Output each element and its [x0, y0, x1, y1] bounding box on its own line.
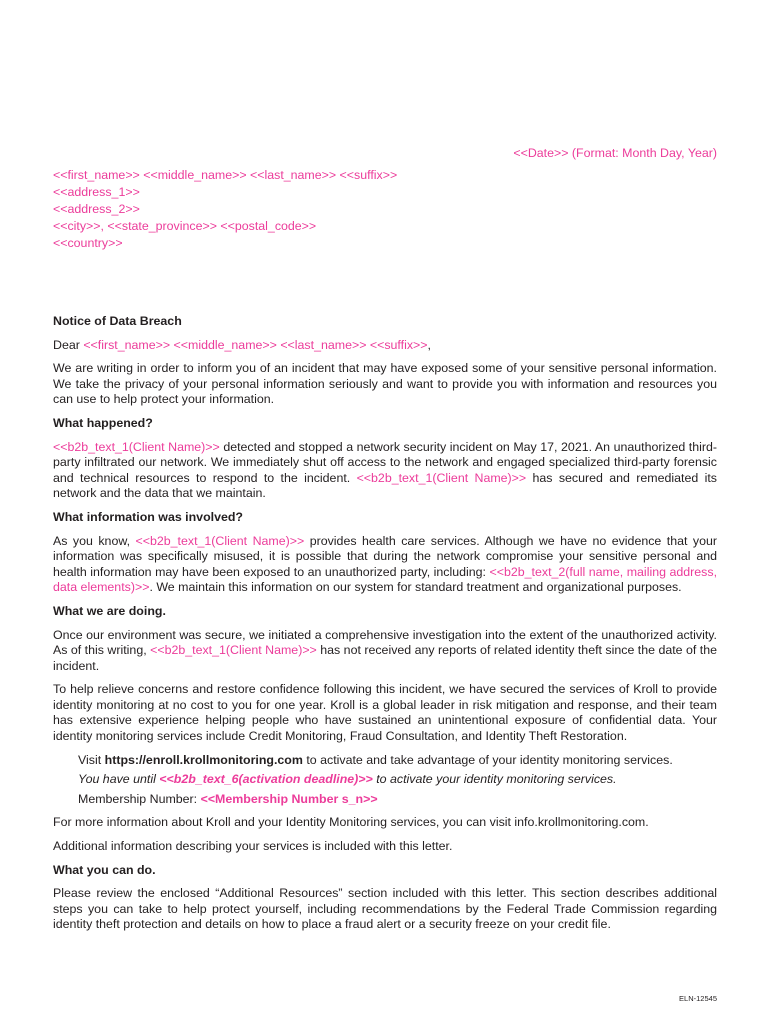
salutation [53, 338, 717, 354]
what-involved-paragraph [53, 534, 717, 596]
investigation-text-2: has not received any reports of related identity theft since the date of the incident. [53, 643, 718, 673]
client-name-placeholder: <<b2b_text_1(Client Name)>> [135, 533, 305, 548]
what-you-can-do-heading: What you can do. [53, 862, 156, 877]
visit-prefix: Visit [78, 752, 105, 767]
deadline-line [53, 772, 717, 788]
involved-text-1: As you know, [53, 533, 136, 548]
visit-suffix: to activate and take advantage of your identity monitoring services. [302, 752, 673, 767]
document-code: ELN-12545 [679, 994, 717, 1003]
deadline-prefix: You have until [78, 772, 160, 787]
visit-line [53, 753, 717, 769]
membership-number-placeholder: <<Membership Number s_n>> [200, 791, 378, 806]
investigation-text-1: Once our environment was secure, we initiated a comprehensive investigation into the extent of the unauthorized activity. As of this writing, [53, 627, 717, 658]
happened-text-1: detected and stopped a network security incident on May 17, 2021. An unauthorized third-party infiltrated our network. We immediately shut off access to the network and engaged specialized third-party forensic and technical resources to respond to the incident. [53, 439, 717, 485]
data-elements-placeholder: <<b2b_text_2(full name, mailing address, data elements)>> [53, 564, 718, 595]
address-line-1: <<address_1>> [53, 185, 140, 199]
letter-body [53, 314, 717, 941]
membership-line [53, 792, 717, 808]
additional-info-paragraph: Additional information describing your services is included with this letter. [53, 839, 453, 854]
address-line-country: <<country>> [53, 236, 123, 250]
salutation-suffix: , [427, 337, 431, 352]
what-involved-heading: What information was involved? [53, 509, 244, 524]
address-line-name: <<first_name>> <<middle_name>> <<last_name>> <<suffix>> [53, 168, 398, 182]
what-doing-heading: What we are doing. [53, 603, 166, 618]
involved-text-2: provides health care services. Although we have no evidence that your information was specifically misused, it is possible that during the network compromise your sensitive personal and health information may have been exposed to an unauthorized party, including: [53, 533, 718, 579]
enroll-link[interactable]: https://enroll.krollmonitoring.com [104, 752, 303, 767]
involved-text-3: . We maintain this information on our system for standard treatment and organizational purposes. [149, 580, 682, 595]
activation-deadline-placeholder: <<b2b_text_6(activation deadline)>> [159, 772, 373, 787]
what-happened-heading: What happened? [53, 415, 153, 430]
deadline-suffix: to activate your identity monitoring services. [372, 772, 617, 787]
what-you-can-do-paragraph: Please review the enclosed “Additional Resources” section included with this letter. This section describes additional steps you can take to help protect yourself, including recommendations by the Federal Trade Commission regarding identity theft protection and details on how to place a fraud alert or a security freeze on your credit file. [53, 886, 717, 932]
address-line-city: <<city>>, <<state_province>> <<postal_code>> [53, 219, 317, 233]
happened-text-2: has secured and remediated its network and the data that we maintain. [53, 470, 717, 501]
what-happened-paragraph [53, 440, 717, 502]
salutation-prefix: Dear [53, 337, 84, 352]
client-name-placeholder: <<b2b_text_1(Client Name)>> [150, 643, 317, 658]
letter-title: Notice of Data Breach [53, 314, 182, 328]
salutation-name: <<first_name>> <<middle_name>> <<last_name>> <<suffix>> [83, 337, 428, 352]
client-name-placeholder: <<b2b_text_1(Client Name)>> [53, 439, 220, 454]
intro-paragraph: We are writing in order to inform you of an incident that may have exposed some of your sensitive personal information. We take the privacy of your personal information seriously and want to provide you with information and resources you can use to help protect your information. [53, 361, 717, 407]
kroll-paragraph: To help relieve concerns and restore confidence following this incident, we have secured the services of Kroll to provide identity monitoring at no cost to you for one year. Kroll is a global leader in risk mitigation and response, and their team has extensive experience helping people who have sustained an unintentional exposure of confidential data. Your identity monitoring services include Credit Monitoring, Fraud Consultation, and Identity Theft Restoration. [53, 682, 717, 744]
recipient-address [53, 167, 397, 252]
membership-label: Membership Number: [78, 791, 201, 806]
investigation-paragraph [53, 628, 717, 675]
more-info-paragraph: For more information about Kroll and your Identity Monitoring services, you can visit info.krollmonitoring.com. [53, 815, 649, 830]
client-name-placeholder: <<b2b_text_1(Client Name)>> [356, 470, 527, 485]
date-line: <<Date>> (Format: Month Day, Year) [513, 146, 717, 160]
address-line-2: <<address_2>> [53, 202, 140, 216]
